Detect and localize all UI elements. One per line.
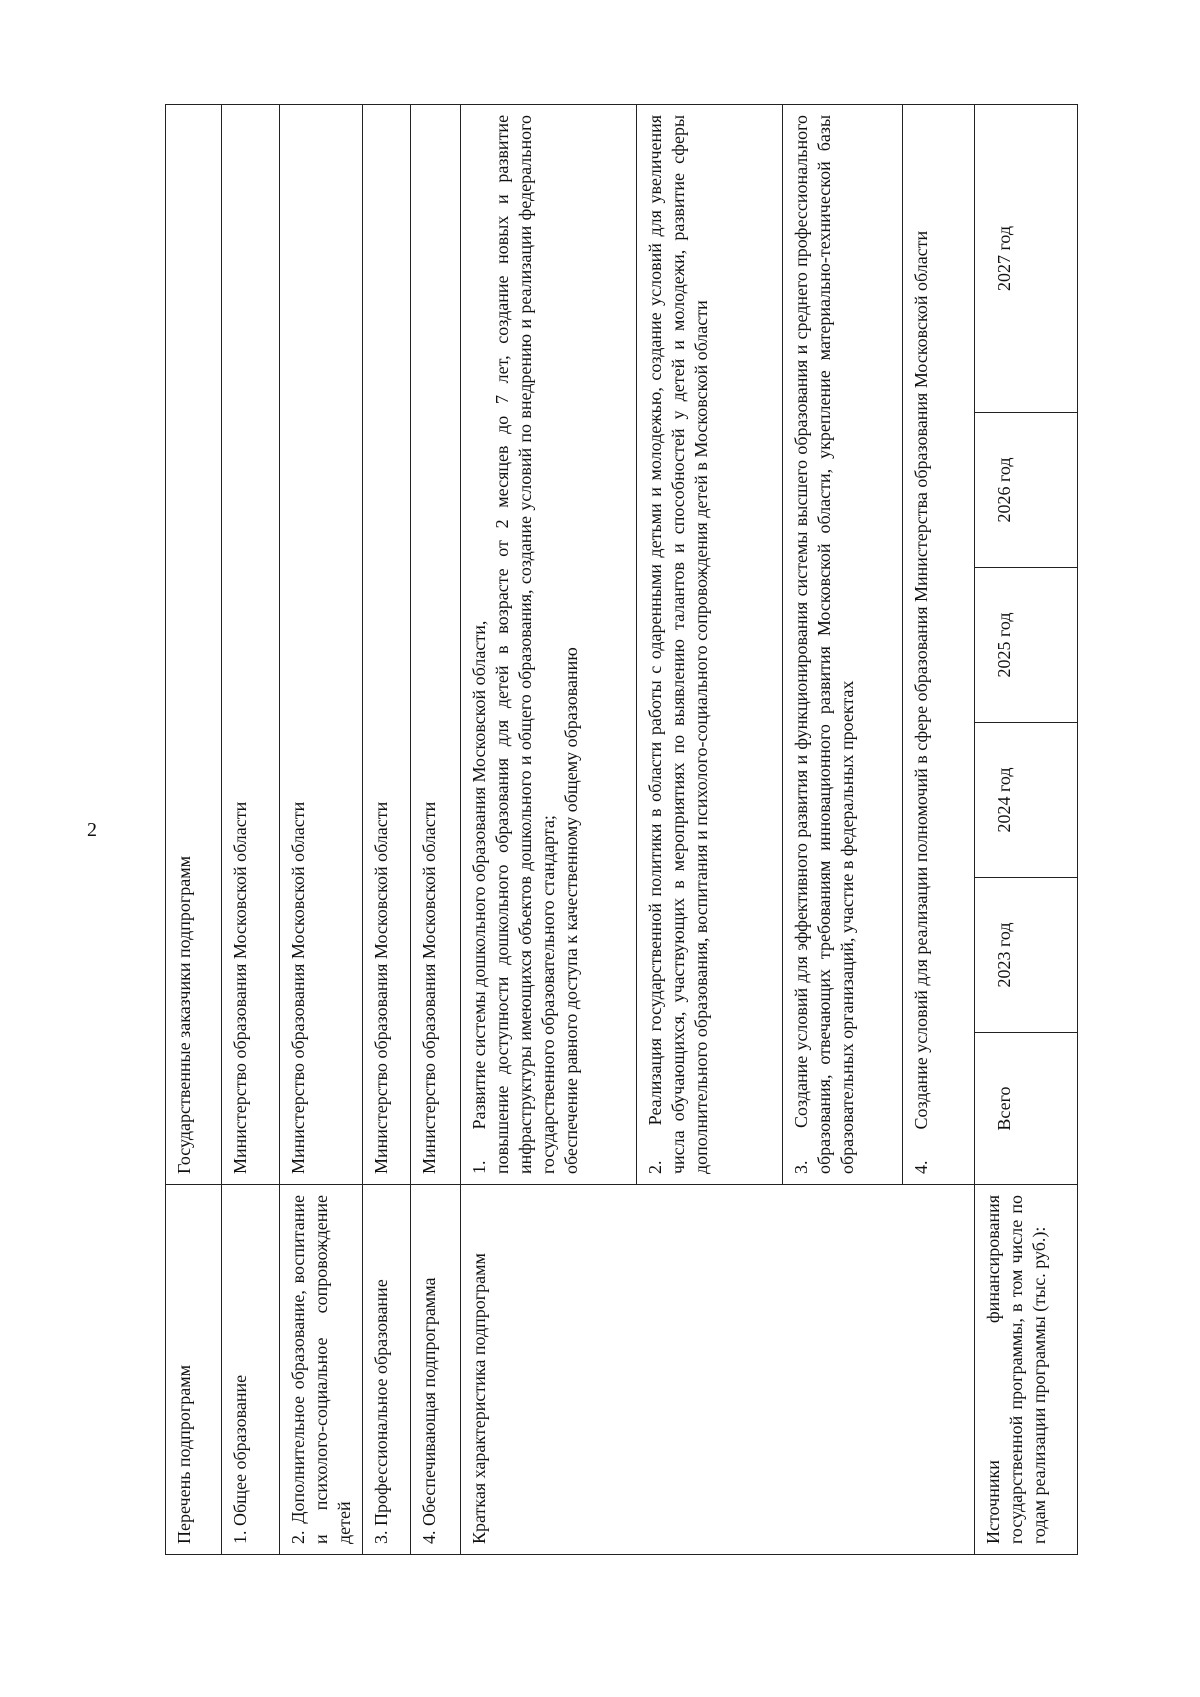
row-label: Перечень подпрограмм <box>166 1185 222 1555</box>
characteristic-item-1 <box>461 104 637 1184</box>
row-value: Министерство образования Московской области <box>222 104 280 1184</box>
item-text: Создание условий для реализации полномочий в сфере образования Министерства образования Московской области <box>911 230 931 1130</box>
item-last: обеспечение равного доступа к качественному общему образованию <box>561 647 581 1174</box>
characteristic-item-3 <box>783 104 903 1184</box>
row-value: Министерство образования Московской области <box>280 104 363 1184</box>
item-lead: Развитие системы дошкольного образования Московской области, <box>469 620 489 1130</box>
financing-column-header: 2027 год <box>975 104 1078 412</box>
item-number: 4. <box>911 1160 931 1174</box>
item-number: 2. <box>645 1160 665 1174</box>
table-row <box>975 104 1078 1554</box>
rotated-table-container <box>165 105 1050 1555</box>
table-row <box>461 104 637 1554</box>
program-passport-table <box>165 104 1078 1555</box>
row-label: 1. Общее образование <box>222 1185 280 1555</box>
page-number: 2 <box>87 819 97 841</box>
table-row <box>411 104 461 1554</box>
financing-column-header: 2024 год <box>975 723 1078 878</box>
financing-column-header: Всего <box>975 1033 1078 1185</box>
financing-label: Источники финансирования государственной программы, в том числе по годам реализации программы (тыс. руб.): <box>975 1185 1078 1555</box>
table-row <box>280 104 363 1554</box>
row-value: Государственные заказчики подпрограмм <box>166 104 222 1184</box>
item-number: 3. <box>791 1160 811 1174</box>
item-number: 1. <box>469 1160 489 1174</box>
table-row <box>166 104 222 1554</box>
item-text: Реализация государственной политики в области работы с одаренными детьми и молодежью, создание условий для увеличения числа обучающихся, участвующих в мероприятиях по выявлению талантов и способностей у детей и молодежи, развитие сферы дополнительного образования, воспитания и психолого-социального сопровождения детей в Московской области <box>645 114 711 1174</box>
item-text: повышение доступности дошкольного образования для детей в возрасте от 2 месяцев до 7 лет, создание новых и развитие инфраструктуры имеющихся объектов дошкольного и общего образования, создание условий по внедрению и реализации федерального государственного образовательного стандарта; <box>492 114 558 1174</box>
table-row <box>222 104 280 1554</box>
row-label: 4. Обеспечивающая подпрограмма <box>411 1185 461 1555</box>
financing-column-header: 2023 год <box>975 878 1078 1033</box>
financing-column-header: 2025 год <box>975 568 1078 723</box>
row-label: 2. Дополнительное образование, воспитание и психолого-социальное сопровождение детей <box>280 1185 363 1555</box>
row-label: 3. Профессиональное образование <box>363 1185 411 1555</box>
financing-column-header: 2026 год <box>975 413 1078 568</box>
row-value: Министерство образования Московской области <box>411 104 461 1184</box>
row-value: Министерство образования Московской области <box>363 104 411 1184</box>
characteristics-label: Краткая характеристика подпрограмм <box>461 1185 975 1555</box>
table-row <box>363 104 411 1554</box>
item-text: Создание условий для эффективного развития и функционирования системы высшего образования и среднего профессионального образования, отвечающих требованиям инновационного развития Московской области, укрепление материально-технической базы образовательных организаций, участие в федеральных проектах <box>791 114 857 1174</box>
characteristic-item-4 <box>903 104 975 1184</box>
characteristic-item-2 <box>637 104 783 1184</box>
